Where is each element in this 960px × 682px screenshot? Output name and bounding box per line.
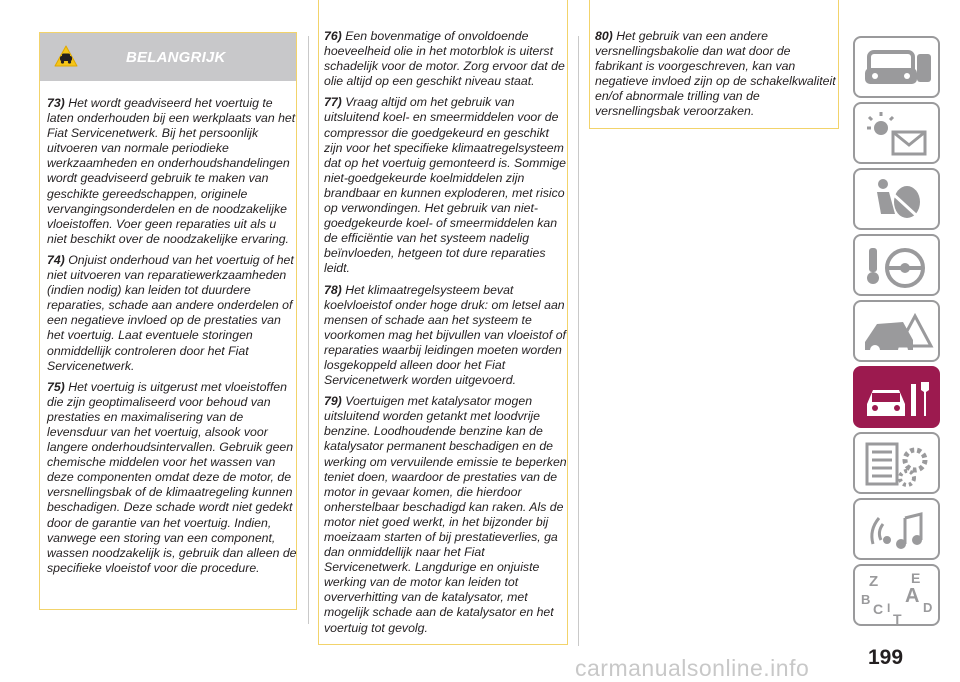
index-letter: D: [923, 600, 933, 615]
tab-maintenance[interactable]: [853, 366, 940, 428]
notes-column-2: [324, 29, 568, 642]
note-74: 74) Onjuist onderhoud van het voertuig of het niet uitvoeren van reparatiewerkzaamheden (indien nodig) kan leiden tot duurdere reparaties, schade aan andere onderdelen of een negatieve invloed op de prestaties van het voertuig. Laat eventuele storingen onmiddellijk controleren door het Fiat Servicenetwerk.: [47, 252, 294, 373]
car-maintenance-icon: [855, 368, 942, 430]
page-number: 199: [868, 646, 904, 669]
technical-data-icon: [855, 434, 942, 496]
note-79: 79) Voertuigen met katalysator mogen uitsluitend worden getankt met loodvrije benzine. Loodhoudende benzine kan de katalysator permanent beschadigen en de werking om vervuilende emissie te beperken teniet doen, waardoor de prestaties van de motor in gevaar komen, die hierdoor onherstelbaar beschadigd kan raken. Als de motor niet goed werkt, in het bijzonder bij moeizaam starten of bij prestatieverlies, ga dan onmiddellijk naar het Fiat Servicenetwerk. Langdurige en onjuiste werking van de motor kan leiden tot oververhitting van de katalysator, met mogelijk schade aan de katalysator en het voertuig tot gevolg.: [324, 394, 567, 635]
multimedia-icon: [855, 500, 942, 562]
note-80: 80) Het gebruik van een andere versnellingsbakolie dan wat door de fabrikant is voorgeschreven, kan van negatieve invloed zijn op de schakelkwaliteit en/of abnormale trilling van de versnellingsbak veroorzaken.: [595, 29, 836, 119]
note-75: 75) Het voertuig is uitgerust met vloeistoffen die zijn geoptimaliseerd voor behoud van prestaties en maximalisering van de levensduur van het voertuig, alsook voor langere onderhoudsintervallen. Gebruik geen chemische middelen voor het wassen van deze componenten omdat deze de motor, de versnellingsbak of de klimaatregeling kunnen beschadigen. Deze schade wordt niet gedekt door de garantie van het voertuig. Indien, vanwege een storing van een component, wassen noodzakelijk is, gebruik dan alleen de specifieke vloeistof voor die procedure.: [47, 379, 297, 575]
airbag-seat-icon: [855, 170, 942, 232]
warning-title: BELANGRIJK: [126, 49, 226, 66]
car-dashboard-icon: [855, 38, 942, 100]
index-letter: A: [905, 585, 920, 607]
tab-safety[interactable]: [853, 168, 940, 230]
tab-dashboard[interactable]: [853, 36, 940, 98]
tab-warning-lights[interactable]: [853, 102, 940, 164]
tab-multimedia[interactable]: [853, 498, 940, 560]
tab-starting-driving[interactable]: [853, 234, 940, 296]
note-77: 77) Vraag altijd om het gebruik van uitsluitend koel- en smeermiddelen voor de compressor die goedgekeurd en geschikt zijn voor het specifieke klimaatregelsysteem dat op het voertuig gemonteerd is. Sommige niet-goedgekeurde koelmiddelen zijn brandbaar en kunnen exploderen, met risico op verwondingen. Het gebruik van niet-goedgekeurde koel- of smeermiddelen kan de efficiëntie van het systeem nadelig beïnvloeden, hetgeen tot dure reparaties leidt.: [324, 95, 566, 276]
steering-wheel-key-icon: [855, 236, 942, 298]
notes-column-3: [595, 29, 839, 126]
note-73: 73) Het wordt geadviseerd het voertuig te laten onderhouden bij een werkplaats van het Fiat Servicenetwerk. Bij het persoonlijk uitvoeren van normale periodieke werkzaamheden en onderhoudshandelingen wordt geadviseerd gebruik te maken van geschikte gereedschappen, originele vervangingsonderdelen en de noodzakelijke vloeistoffen. Voer geen reparaties uit als u niet beschikt over de noodzakelijke ervaring.: [47, 96, 296, 246]
index-letter: Z: [869, 573, 879, 590]
emergency-car-icon: [855, 302, 942, 364]
warning-lights-icon: [855, 104, 942, 166]
index-letter: I: [887, 601, 891, 615]
tab-emergency[interactable]: [853, 300, 940, 362]
notes-box-3: [589, 0, 839, 129]
alphabetical-index-icon: [855, 566, 942, 628]
note-78: 78) Het klimaatregelsysteem bevat koelvloeistof onder hoge druk: om letsel aan mensen of schade aan het systeem te voorkomen mag het bijvullen van vloeistof of reparaties waarbij leidingen moeten worden losgekoppeld alleen door het Fiat Servicenetwerk worden uitgevoerd.: [324, 282, 566, 388]
warning-heading: [40, 33, 296, 81]
column-divider: [578, 36, 579, 646]
column-divider: [308, 36, 309, 624]
tab-technical-data[interactable]: [853, 432, 940, 494]
watermark: carmanualsonline.info: [575, 655, 810, 681]
notes-box-2: [318, 0, 568, 645]
index-letter: C: [873, 601, 884, 617]
warning-box: [39, 32, 297, 610]
notes-column-1: [47, 96, 297, 582]
tab-index[interactable]: [853, 564, 940, 626]
index-letter: T: [893, 611, 902, 627]
note-76: 76) Een bovenmatige of onvoldoende hoeveelheid olie in het motorblok is uiterst schadelijk voor de motor. Zorg ervoor dat de olie altijd op een geschikt niveau staat.: [324, 29, 565, 89]
index-letter: B: [861, 592, 871, 607]
warning-triangle-icon: [54, 45, 78, 72]
index-letter: E: [911, 570, 921, 586]
